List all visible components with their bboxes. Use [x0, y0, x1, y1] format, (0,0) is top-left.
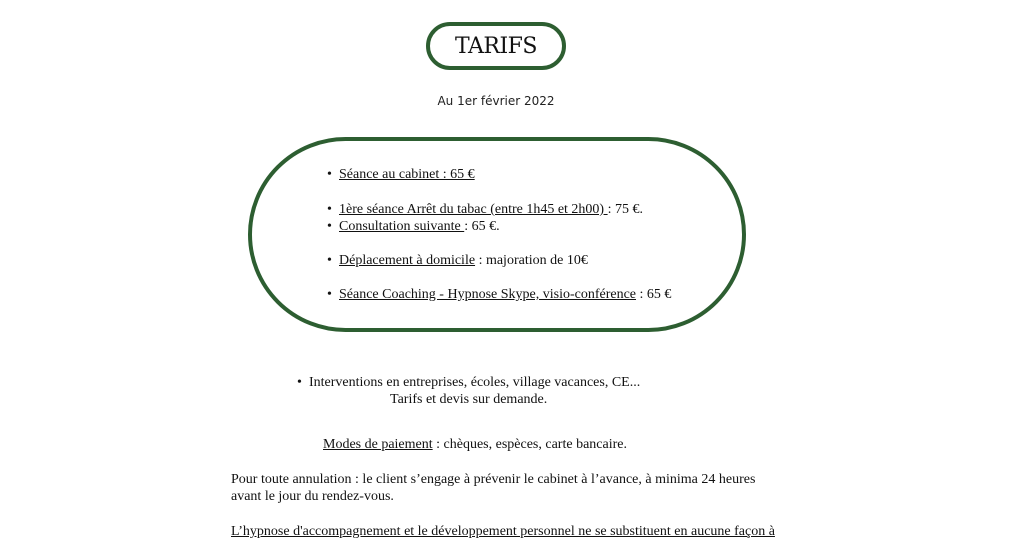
- price-item-coaching-link[interactable]: Séance Coaching - Hypnose Skype, visio-conférence: [339, 287, 637, 302]
- cancellation-line-1: Pour toute annulation : le client s’engage à prévenir le cabinet à l’avance, à minima 24 heures: [231, 472, 756, 487]
- page-title: TARIFS: [455, 33, 537, 59]
- price-item-consultation-link[interactable]: Consultation suivante: [339, 219, 465, 234]
- price-item-cabinet-link[interactable]: Séance au cabinet : 65 €: [339, 167, 475, 182]
- interventions-item: [309, 374, 640, 391]
- price-item-coaching-price: : 65 €: [636, 287, 672, 302]
- price-item-deplacement-link[interactable]: Déplacement à domicile: [339, 253, 476, 268]
- payment-line: [323, 436, 627, 453]
- payment-link[interactable]: Modes de paiement: [323, 437, 433, 452]
- price-item-tabac-price: : 75 €.: [607, 202, 643, 217]
- devis-text: Tarifs et devis sur demande.: [390, 392, 548, 407]
- title-pill: [426, 22, 566, 70]
- price-item-deplacement: [339, 252, 588, 269]
- price-item-tabac: [339, 201, 643, 218]
- price-item-cabinet[interactable]: [339, 166, 475, 183]
- cancellation-line-2: avant le jour du rendez-vous.: [231, 489, 394, 504]
- disclaimer-link[interactable]: L’hypnose d'accompagnement et le développement personnel ne se substituent en aucune façon à: [231, 524, 775, 539]
- price-item-coaching: [339, 286, 671, 303]
- effective-date: Au 1er février 2022: [437, 94, 555, 108]
- price-item-deplacement-price: : majoration de 10€: [475, 253, 588, 268]
- price-item-tabac-link[interactable]: 1ère séance Arrêt du tabac (entre 1h45 et 2h00): [339, 202, 608, 217]
- price-item-consultation: [339, 218, 500, 235]
- payment-methods: : chèques, espèces, carte bancaire.: [432, 437, 627, 452]
- interventions-text: Interventions en entreprises, écoles, village vacances, CE...: [309, 375, 641, 390]
- price-item-consultation-price: : 65 €.: [464, 219, 500, 234]
